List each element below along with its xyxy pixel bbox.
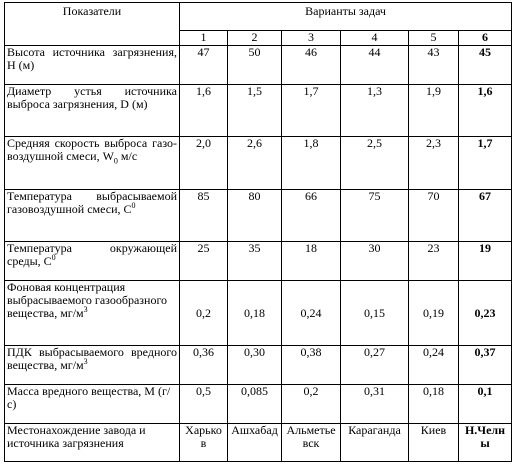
variants-table [4, 2, 512, 462]
cell-mouth-diameter-variant-5: 1,9 [409, 85, 459, 137]
cell-mouth-diameter-variant-3: 1,7 [282, 85, 341, 137]
row-label-superscript: 3 [83, 305, 88, 314]
row-mouth-diameter [5, 85, 512, 137]
variant-number-6: 6 [459, 31, 512, 46]
row-label-text: Масса вредного вещества, М (г/с) [7, 384, 171, 411]
row-background-concentration [5, 281, 512, 346]
cell-mixture-temperature-variant-1: 85 [180, 190, 228, 242]
row-substance-mass [5, 385, 512, 424]
cell-mixture-temperature-variant-4: 75 [341, 190, 409, 242]
header-row-top [5, 3, 512, 31]
cell-background-concentration-variant-3: 0,24 [282, 281, 341, 346]
cell-emission-speed-variant-5: 2,3 [409, 137, 459, 190]
cell-emission-speed-variant-1: 2,0 [180, 137, 228, 190]
cell-mixture-temperature-variant-5: 70 [409, 190, 459, 242]
cell-mixture-temperature-variant-2: 80 [228, 190, 282, 242]
cell-mpc-variant-6: 0,37 [459, 346, 512, 385]
cell-mixture-temperature-variant-6: 67 [459, 190, 512, 242]
cell-emission-speed-variant-4: 2,5 [341, 137, 409, 190]
cell-mpc-variant-4: 0,27 [341, 346, 409, 385]
row-label-subscript: 0 [113, 156, 118, 166]
cell-location-variant-3: Альметьевск [282, 424, 341, 462]
cell-source-height-variant-2: 50 [228, 46, 282, 85]
cell-mouth-diameter-variant-6: 1,6 [459, 85, 512, 137]
row-label-mpc [5, 346, 180, 385]
row-ambient-temperature [5, 242, 512, 281]
cell-mpc-variant-5: 0,24 [409, 346, 459, 385]
cell-mpc-variant-2: 0,30 [228, 346, 282, 385]
row-label-superscript: 0 [51, 253, 56, 262]
cell-substance-mass-variant-3: 0,2 [282, 385, 341, 424]
variant-number-3: 3 [282, 31, 341, 46]
row-mpc [5, 346, 512, 385]
cell-source-height-variant-4: 44 [341, 46, 409, 85]
cell-ambient-temperature-variant-2: 35 [228, 242, 282, 281]
cell-ambient-temperature-variant-5: 23 [409, 242, 459, 281]
cell-location-variant-4: Караганда [341, 424, 409, 462]
cell-location-variant-1: Харьков [180, 424, 228, 462]
row-source-height [5, 46, 512, 85]
row-label-location [5, 424, 180, 462]
row-label-text: Диаметр устья источника выброса загрязнения, D (м) [7, 84, 177, 111]
variant-number-5: 5 [409, 31, 459, 46]
variant-number-4: 4 [341, 31, 409, 46]
row-label-text: Температура выбрасываемой газовоздушной смеси, С [7, 189, 177, 216]
cell-mixture-temperature-variant-3: 66 [282, 190, 341, 242]
cell-emission-speed-variant-3: 1,8 [282, 137, 341, 190]
cell-ambient-temperature-variant-4: 30 [341, 242, 409, 281]
row-location [5, 424, 512, 462]
cell-mouth-diameter-variant-1: 1,6 [180, 85, 228, 137]
row-label-text: Температура окружающей среды, С [7, 241, 177, 268]
row-label-mixture-temperature [5, 190, 180, 242]
cell-background-concentration-variant-2: 0,18 [228, 281, 282, 346]
cell-substance-mass-variant-4: 0,31 [341, 385, 409, 424]
row-label-background-concentration [5, 281, 180, 346]
cell-ambient-temperature-variant-3: 18 [282, 242, 341, 281]
cell-source-height-variant-3: 46 [282, 46, 341, 85]
row-mixture-temperature [5, 190, 512, 242]
row-label-emission-speed [5, 137, 180, 190]
row-label-substance-mass [5, 385, 180, 424]
cell-mouth-diameter-variant-4: 1,3 [341, 85, 409, 137]
row-label-text: Средняя скорость выброса газо-воздушной смеси, W [7, 136, 177, 163]
row-label-ambient-temperature [5, 242, 180, 281]
row-label-superscript: 0 [131, 201, 136, 210]
header-variants: Варианты задач [180, 3, 512, 31]
cell-location-variant-5: Киев [409, 424, 459, 462]
cell-substance-mass-variant-1: 0,5 [180, 385, 228, 424]
cell-mpc-variant-3: 0,38 [282, 346, 341, 385]
variant-number-2: 2 [228, 31, 282, 46]
cell-background-concentration-variant-5: 0,19 [409, 281, 459, 346]
cell-emission-speed-variant-6: 1,7 [459, 137, 512, 190]
cell-ambient-temperature-variant-6: 19 [459, 242, 512, 281]
cell-source-height-variant-5: 43 [409, 46, 459, 85]
cell-mpc-variant-1: 0,36 [180, 346, 228, 385]
row-label-text: Фоновая концентрация выбрасываемого газообразного вещества, мг/м [7, 280, 168, 320]
cell-mouth-diameter-variant-2: 1,5 [228, 85, 282, 137]
cell-source-height-variant-1: 47 [180, 46, 228, 85]
row-label-mouth-diameter [5, 85, 180, 137]
row-label-source-height [5, 46, 180, 85]
row-label-text: Местонахождение завода и источника загрязнения [7, 423, 146, 450]
cell-substance-mass-variant-6: 0,1 [459, 385, 512, 424]
cell-background-concentration-variant-1: 0,2 [180, 281, 228, 346]
cell-background-concentration-variant-4: 0,15 [341, 281, 409, 346]
cell-source-height-variant-6: 45 [459, 46, 512, 85]
cell-substance-mass-variant-2: 0,085 [228, 385, 282, 424]
cell-location-variant-6: Н.Челны [459, 424, 512, 462]
cell-emission-speed-variant-2: 2,6 [228, 137, 282, 190]
cell-ambient-temperature-variant-1: 25 [180, 242, 228, 281]
variant-number-1: 1 [180, 31, 228, 46]
row-label-superscript: 3 [83, 357, 88, 366]
cell-location-variant-2: Ашхабад [228, 424, 282, 462]
row-emission-speed [5, 137, 512, 190]
row-label-text: ПДК выбрасываемого вредного вещества, мг/м [7, 345, 177, 372]
header-indicators: Показатели [5, 3, 180, 46]
row-label-text: Высота источника загрязнения, Н (м) [7, 45, 177, 72]
cell-substance-mass-variant-5: 0,18 [409, 385, 459, 424]
cell-background-concentration-variant-6: 0,23 [459, 281, 512, 346]
row-label-unit: м/с [117, 149, 138, 163]
